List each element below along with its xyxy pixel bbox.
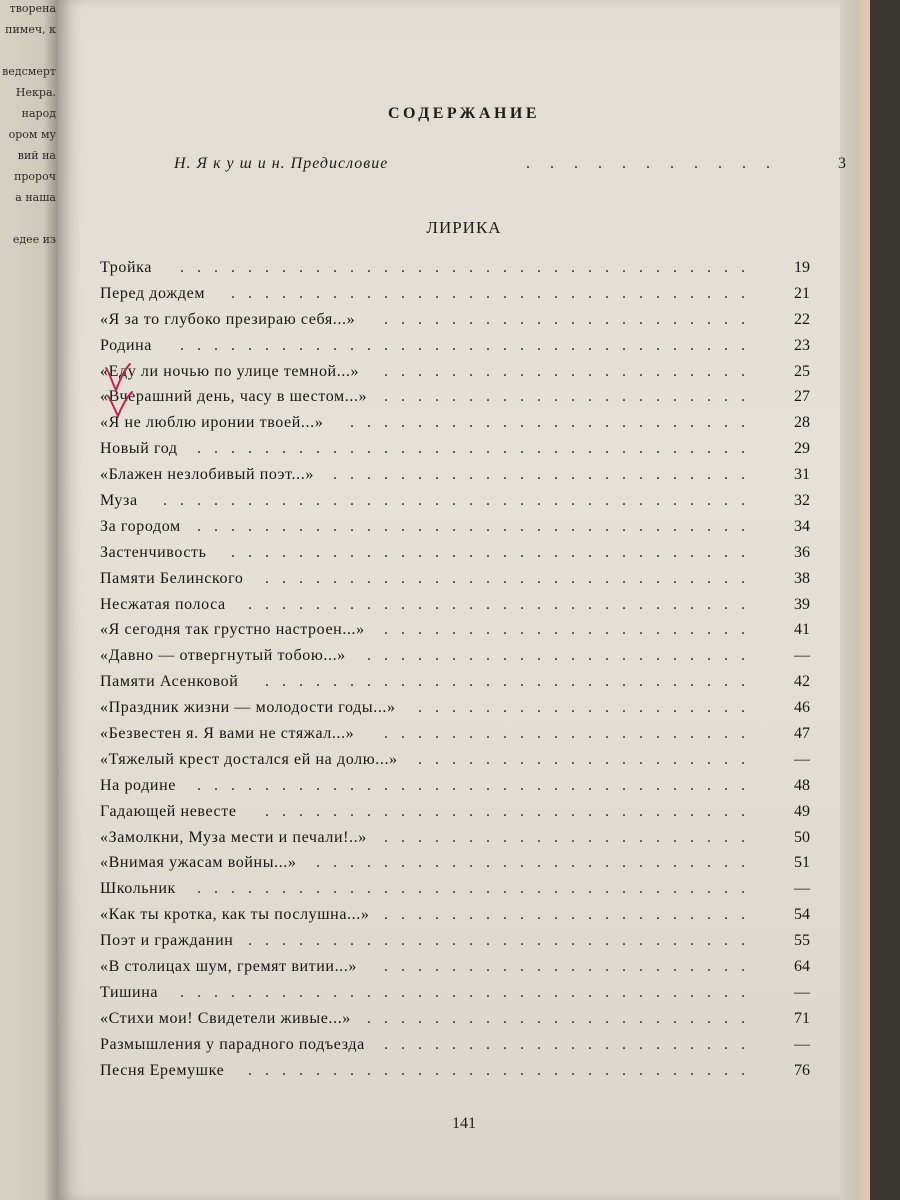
toc-entry-title: «Я сегодня так грустно настроен...» (100, 621, 365, 639)
toc-leader-dots: ................................... (163, 492, 758, 510)
toc-entry-title: «Безвестен я. Я вами не стяжал...» (100, 725, 355, 743)
toc-leader-dots: ............................... (231, 284, 758, 302)
toc-entry-page: — (794, 750, 810, 768)
toc-entry-page: 41 (794, 621, 810, 639)
toc-leader-dots: ............................... (231, 543, 758, 561)
toc-entry-title: «Давно — отвергнутый тобою...» (100, 647, 346, 665)
toc-leader-dots: .............................. (248, 1061, 758, 1079)
toc-entry (100, 259, 810, 285)
toc-entry-title: «Как ты кротка, как ты послушна...» (100, 906, 370, 924)
toc-leader-dots: .................... (418, 699, 758, 717)
toc-leader-dots: ................................. (197, 880, 758, 898)
toc-leader-dots: .................................. (180, 983, 758, 1001)
toc-entry-page: 31 (794, 466, 810, 484)
toc-entry-title: «Замолкни, Муза мести и печали!..» (100, 828, 367, 846)
toc-entry-title: «Внимая ужасам войны...» (100, 854, 297, 872)
toc-entry-page: 47 (794, 725, 810, 743)
toc-entry (100, 621, 810, 647)
left-page-text: народ (21, 107, 56, 120)
left-page-text: пимеч, к (5, 23, 56, 36)
toc-entry (100, 777, 810, 803)
toc-entry (100, 544, 810, 570)
toc-entry (100, 1062, 810, 1088)
toc-entry-title: «Вчерашний день, часу в шестом...» (100, 388, 368, 406)
toc-entry (100, 751, 810, 777)
toc-entry (100, 1010, 810, 1036)
toc-entry-title: Родина (100, 336, 153, 354)
preface-title: Н. Я к у ш и н. Предисловие (174, 155, 389, 172)
toc-entry-page: — (794, 647, 810, 665)
toc-entry-page: 23 (794, 336, 810, 354)
toc-leader-dots: ............................. (265, 569, 758, 587)
toc-entry-page: 22 (794, 310, 810, 328)
toc-leader-dots: ...................... (384, 621, 758, 639)
toc-entry (100, 570, 810, 596)
toc-leader-dots: ....................... (367, 1009, 758, 1027)
toc-leader-dots: ....................... (367, 647, 758, 665)
preface-entry (116, 155, 858, 181)
toc-leader-dots: ...................... (384, 906, 758, 924)
toc-entry (100, 932, 810, 958)
toc-entry-title: Памяти Белинского (100, 569, 244, 587)
toc-entry (100, 388, 810, 414)
toc-entry-title: Застенчивость (100, 543, 207, 561)
toc-entry-title: Несжатая полоса (100, 595, 226, 613)
table-of-contents (100, 259, 810, 1088)
toc-entry (100, 440, 810, 466)
toc-entry (100, 829, 810, 855)
left-page-text: ведсмерт (2, 65, 56, 78)
toc-leader-dots: ................................. (197, 776, 758, 794)
toc-entry-title: За городом (100, 517, 181, 535)
toc-entry-page: 36 (794, 543, 810, 561)
toc-leader-dots: .......................... (316, 854, 758, 872)
toc-leader-dots: ...................... (384, 362, 758, 380)
toc-entry (100, 363, 810, 389)
toc-leader-dots: ........................ (350, 414, 758, 432)
section-title: ЛИРИКА (426, 218, 502, 237)
toc-entry (100, 725, 810, 751)
toc-entry-page: 49 (794, 802, 810, 820)
toc-entry (100, 311, 810, 337)
toc-entry-page: 39 (794, 595, 810, 613)
toc-entry-title: «Блажен незлобивый поэт...» (100, 466, 314, 484)
toc-entry-page: — (794, 880, 810, 898)
toc-leader-dots: ......................... (333, 466, 758, 484)
toc-entry-page: 42 (794, 673, 810, 691)
toc-entry-page: 64 (794, 958, 810, 976)
toc-entry-page: 48 (794, 776, 810, 794)
toc-entry (100, 414, 810, 440)
left-page-fragment (0, 0, 62, 1200)
left-page-text: Некра. (15, 86, 56, 99)
toc-entry-page: 25 (794, 362, 810, 380)
toc-entry-title: Тишина (100, 983, 159, 1001)
toc-entry-page: 27 (794, 388, 810, 406)
toc-entry-page: 38 (794, 569, 810, 587)
toc-entry-page: 54 (794, 906, 810, 924)
toc-entry (100, 803, 810, 829)
left-page-text: творена (9, 2, 56, 15)
toc-entry-title: Гадающей невесте (100, 802, 237, 820)
toc-entry-title: «Я за то глубоко презираю себя...» (100, 310, 356, 328)
toc-entry-title: Муза (100, 492, 138, 510)
handwritten-checkmark-icon (102, 362, 142, 422)
toc-entry-title: Памяти Асенковой (100, 673, 239, 691)
toc-leader-dots: ...................... (384, 958, 758, 976)
toc-entry (100, 906, 810, 932)
toc-entry (100, 492, 810, 518)
toc-entry-page: 46 (794, 699, 810, 717)
toc-leader-dots: ...................... (384, 1035, 758, 1053)
toc-leader-dots: ................................. (197, 517, 758, 535)
toc-entry-title: Поэт и гражданин (100, 932, 234, 950)
toc-entry-page: 34 (794, 517, 810, 535)
toc-entry (100, 1036, 810, 1062)
toc-entry-title: Перед дождем (100, 284, 206, 302)
toc-entry (100, 596, 810, 622)
toc-entry (100, 984, 810, 1010)
toc-entry-title: Новый год (100, 440, 178, 458)
toc-entry (100, 647, 810, 673)
toc-entry-page: 55 (794, 932, 810, 950)
toc-entry (100, 699, 810, 725)
toc-leader-dots: .............................. (248, 932, 758, 950)
page-number: 141 (452, 1115, 476, 1132)
toc-entry-title: Тройка (100, 259, 152, 276)
toc-entry (100, 880, 810, 906)
toc-entry-title: «В столицах шум, гремят витии...» (100, 958, 357, 976)
toc-leader-dots: ...................... (384, 310, 758, 328)
toc-entry (100, 337, 810, 363)
toc-leader-dots: .................... (418, 750, 758, 768)
left-page-text: едее из (12, 233, 56, 246)
toc-entry-page: 19 (794, 259, 810, 276)
toc-entry-title: «Еду ли ночью по улице темной...» (100, 362, 360, 380)
left-page-text: ором му (8, 128, 56, 141)
toc-entry (100, 958, 810, 984)
toc-entry-title: Школьник (100, 880, 176, 898)
toc-entry-page: 51 (794, 854, 810, 872)
toc-entry-title: «Тяжелый крест достался ей на долю...» (100, 750, 398, 768)
toc-entry-title: На родине (100, 776, 176, 794)
toc-leader-dots: ................................. (197, 440, 758, 458)
toc-leader-dots: ............................. (265, 673, 758, 691)
toc-entry (100, 673, 810, 699)
toc-entry-title: «Я не люблю иронии твоей...» (100, 414, 324, 432)
toc-leader-dots: ...................... (384, 828, 758, 846)
toc-entry-page: — (794, 1035, 810, 1053)
toc-leader-dots: ...................... (384, 725, 758, 743)
toc-entry (100, 285, 810, 311)
preface-page: 3 (838, 155, 846, 172)
toc-entry (100, 466, 810, 492)
toc-entry-page: 21 (794, 284, 810, 302)
page-heading: СОДЕРЖАНИЕ (387, 105, 541, 122)
left-page-text: а наша (15, 191, 56, 204)
toc-leader-dots: ...................... (384, 388, 758, 406)
toc-leader-dots: ............................. (265, 802, 758, 820)
toc-entry-title: Размышления у парадного подъезда (100, 1035, 365, 1053)
toc-leader-dots: .................................. (180, 336, 758, 354)
toc-leader-dots: .................................. (180, 259, 758, 276)
toc-entry-page: 71 (794, 1009, 810, 1027)
toc-entry-page: 50 (794, 828, 810, 846)
toc-entry-title: Песня Еремушке (100, 1061, 225, 1079)
toc-entry-page: 76 (794, 1061, 810, 1079)
toc-entry-page: — (794, 983, 810, 1001)
toc-entry-page: 28 (794, 414, 810, 432)
book-page (58, 0, 870, 1200)
toc-entry-title: «Стихи мои! Свидетели живые...» (100, 1009, 351, 1027)
toc-entry (100, 854, 810, 880)
toc-entry-title: «Праздник жизни — молодости годы...» (100, 699, 396, 717)
toc-entry (100, 518, 810, 544)
preface-leader-dots: . . . . . . . . . . . (526, 155, 778, 172)
left-page-text: вий на (17, 149, 56, 162)
toc-leader-dots: .............................. (248, 595, 758, 613)
toc-entry-page: 32 (794, 492, 810, 510)
toc-entry-page: 29 (794, 440, 810, 458)
left-page-text: пророч (14, 170, 56, 183)
